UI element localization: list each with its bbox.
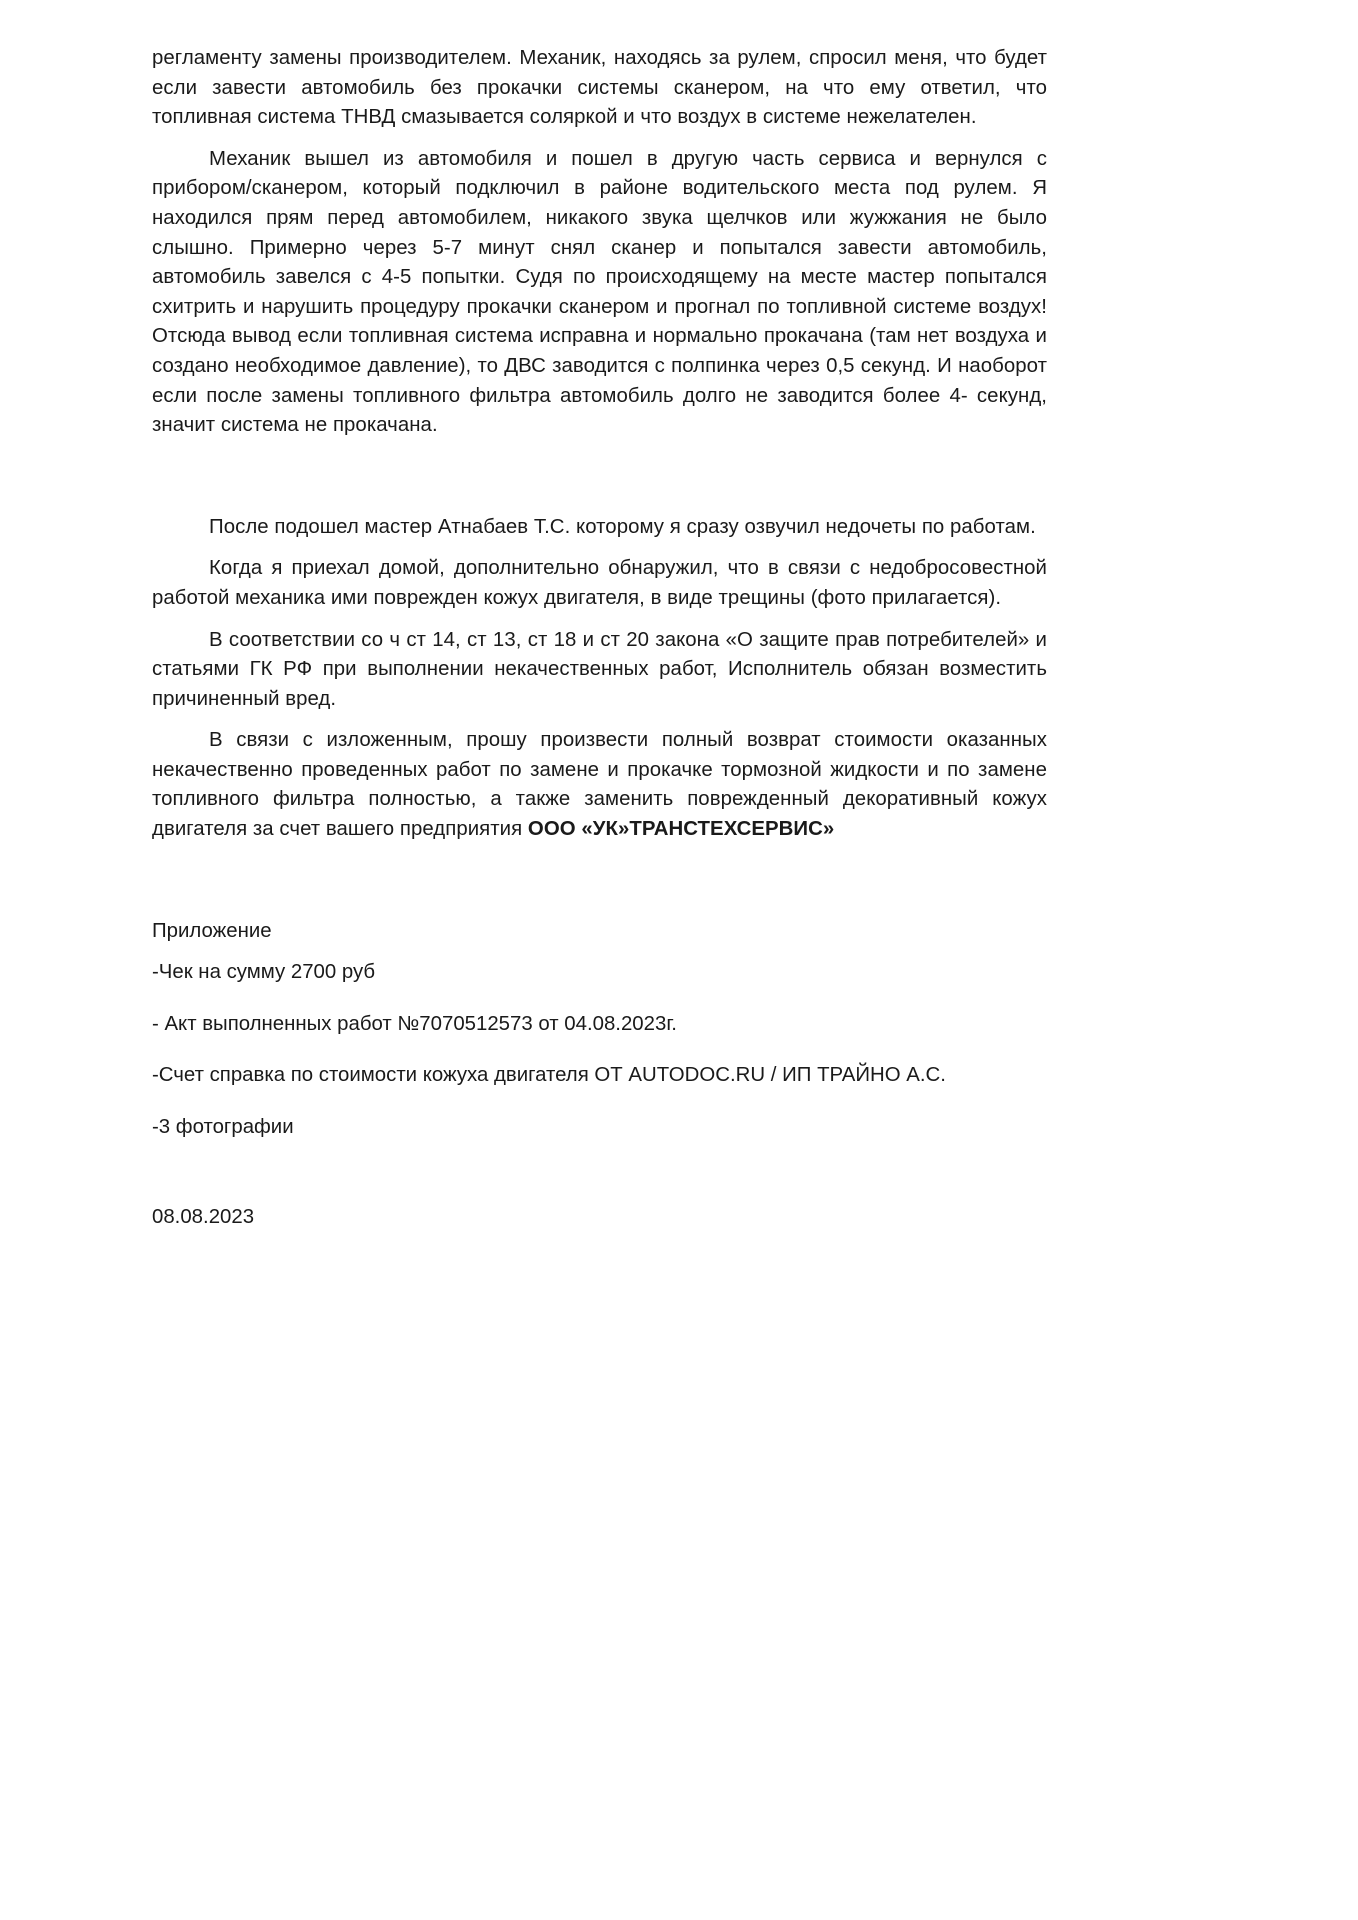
paragraph-6 [152, 726, 1047, 844]
section-spacer-2 [152, 845, 1047, 917]
paragraph-6-text: В связи с изложенным, прошу произвести полный возврат стоимости оказанных некачественно проведенных работ по замене и прокачке тормозной жидкости и по замене топливного фильтра полностью, а также заменить поврежденный декоративный кожух двигателя за счет вашего предприятия [152, 729, 1047, 841]
paragraph-5: В соответствии со ч ст 14, ст 13, ст 18 и ст 20 закона «О защите прав потребителей» и статьями ГК РФ при выполнении некачественных работ, Исполнитель обязан возместить причиненный вред. [152, 628, 1047, 710]
appendix-spacer [152, 946, 1047, 958]
paragraph-spacer [152, 542, 1047, 554]
appendix-heading: Приложение [152, 919, 272, 942]
appendix-item-invoice: -Счет справка по стоимости кожуха двигателя ОТ AUTODOC.RU / ИП ТРАЙНО А.С. [152, 1064, 946, 1087]
appendix-item-act: - Акт выполненных работ №7070512573 от 04.08.2023г. [152, 1012, 677, 1035]
paragraph-1: регламенту замены производителем. Механик, находясь за рулем, спросил меня, что будет если завести автомобиль без прокачки системы сканером, на что ему ответил, что топливная система ТНВД смазывается соляркой и что воздух в системе нежелателен. [152, 47, 1047, 129]
section-spacer-1 [152, 441, 1047, 513]
appendix-item-receipt: -Чек на сумму 2700 руб [152, 961, 376, 984]
document-date: 08.08.2023 [152, 1205, 255, 1228]
company-name: ООО «УК»ТРАНСТЕХСЕРВИС» [527, 818, 835, 841]
paragraph-spacer [152, 614, 1047, 626]
paragraph-4: Когда я приехал домой, дополнительно обнаружил, что в связи с недобросовестной работой механика ими поврежден кожух двигателя, в виде трещины (фото прилагается). [152, 557, 1047, 609]
date-spacer [152, 1143, 1047, 1203]
paragraph-spacer [152, 133, 1047, 145]
paragraph-spacer [152, 714, 1047, 726]
document-body [152, 44, 1047, 1232]
paragraph-3: После подошел мастер Атнабаев Т.С. которому я сразу озвучил недочеты по работам. [209, 515, 1036, 538]
paragraph-2: Механик вышел из автомобиля и пошел в другую часть сервиса и вернулся с прибором/сканером, который подключил в районе водительского места под рулем. Я находился прям перед автомобилем, никакого звука щелчков или жужжания не было слышно. Примерно через 5-7 минут снял сканер и попытался завести автомобиль, автомобиль завелся с 4-5 попытки. Судя по происходящему на месте мастер попытался схитрить и нарушить процедуру прокачки сканером и прогнал по топливной системе воздух! Отсюда вывод если топливная система исправна и нормально прокачана (там нет воздуха и создано необходимое давление), то ДВС заводится с полпинка через 0,5 секунд. И наоборот если после замены топливного фильтра автомобиль долго не заводится более 4- секунд, значит система не прокачана. [152, 147, 1047, 437]
appendix-item-photos: -3 фотографии [152, 1116, 294, 1139]
